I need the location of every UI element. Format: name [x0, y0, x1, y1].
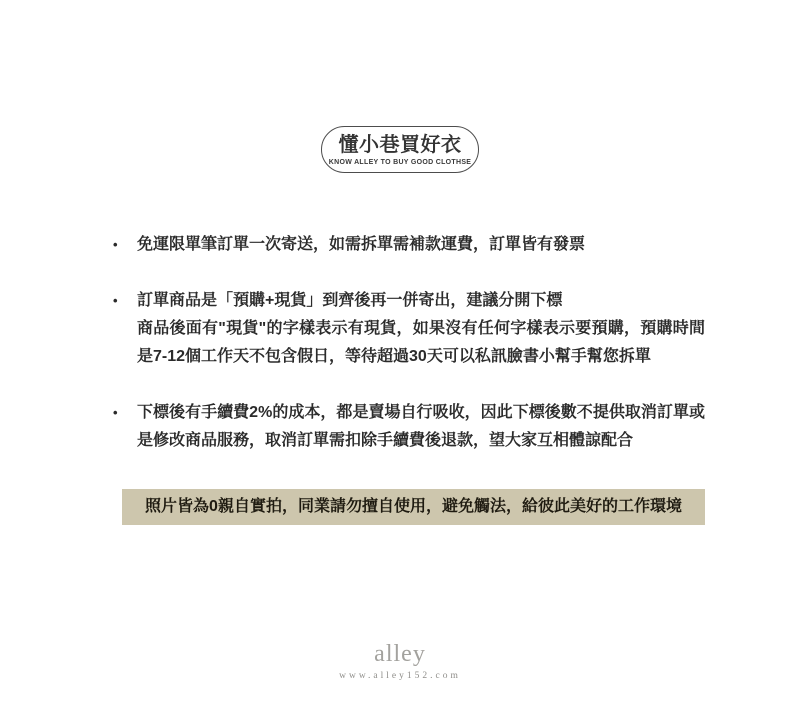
brand-logo-subtitle: KNOW ALLEY TO BUY GOOD CLOTHSE — [328, 158, 472, 166]
footer-website-url: www.alley152.com — [339, 671, 461, 682]
footer — [0, 641, 800, 681]
policy-list — [113, 231, 705, 483]
list-item-text — [137, 231, 705, 259]
list-item — [113, 231, 705, 259]
bullet-icon: • — [113, 405, 118, 420]
policy-preorder-text-line1: 訂單商品是「預購+現貨」到齊後再一併寄出，建議分開下標 — [137, 292, 563, 309]
list-item — [113, 287, 705, 371]
list-item-text — [137, 287, 705, 371]
brand-logo — [321, 126, 479, 173]
policy-preorder-text-line2: 商品後面有"現貨"的字樣表示有現貨，如果沒有任何字樣表示要預購，預購時間是7-12個工作天不包含假日，等待超過30天可以私訊臉書小幫手幫您拆單 — [137, 320, 705, 365]
bullet-icon: • — [113, 237, 118, 252]
policy-fee-text: 下標後有手續費2%的成本，都是賣場自行吸收，因此下標後數不提供取消訂單或是修改商品服務，取消訂單需扣除手續費後退款，望大家互相體諒配合 — [137, 404, 705, 449]
list-item-text — [137, 399, 705, 455]
footer-brand-name: alley — [374, 641, 426, 667]
brand-logo-title: 懂小巷買好衣 — [338, 133, 462, 156]
copyright-notice-bar: 照片皆為0親自實拍，同業請勿擅自使用，避免觸法，給彼此美好的工作環境 — [122, 489, 705, 525]
bullet-icon: • — [113, 293, 118, 308]
policy-shipping-text: 免運限單筆訂單一次寄送，如需拆單需補款運費，訂單皆有發票 — [137, 236, 586, 253]
list-item — [113, 399, 705, 455]
